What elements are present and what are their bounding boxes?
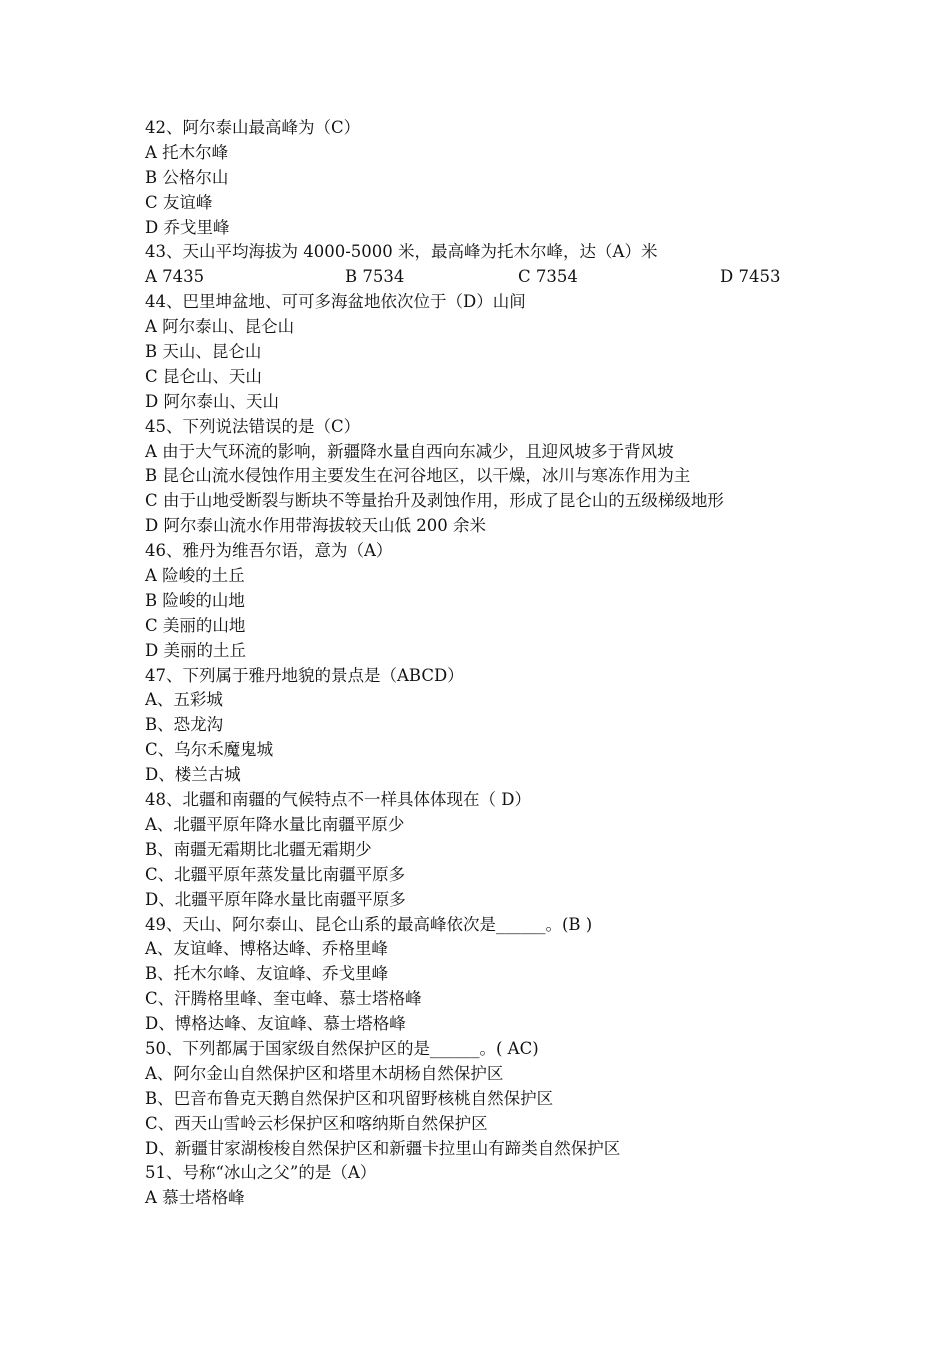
q44-option-b: B 天山、昆仑山 [145, 342, 262, 362]
q43-option-a: A 7435 [145, 267, 205, 287]
q42-option-c: C 友谊峰 [145, 192, 213, 212]
q50-option-b: B、巴音布鲁克天鹅自然保护区和巩留野核桃自然保护区 [145, 1088, 554, 1108]
q50-option-c: C、西天山雪岭云杉保护区和喀纳斯自然保护区 [145, 1113, 488, 1133]
q48-option-d: D、北疆平原年降水量比南疆平原多 [145, 889, 406, 909]
q44-question: 44、巴里坤盆地、可可多海盆地依次位于（D）山间 [145, 292, 526, 312]
q47-question: 47、下列属于雅丹地貌的景点是（ABCD） [145, 665, 464, 685]
q49-question: 49、天山、阿尔泰山、昆仑山系的最高峰依次是______。(B ) [145, 914, 593, 934]
q48-option-c: C、北疆平原年蒸发量比南疆平原多 [145, 864, 406, 884]
document-page [145, 116, 905, 1211]
q44-option-c: C 昆仑山、天山 [145, 366, 262, 386]
q42-option-b: B 公格尔山 [145, 167, 229, 187]
q45-question: 45、下列说法错误的是（C） [145, 416, 361, 436]
q50-option-a: A、阿尔金山自然保护区和塔里木胡杨自然保护区 [145, 1063, 504, 1083]
q46-option-b: B 险峻的山地 [145, 590, 245, 610]
q43-option-c: C 7354 [518, 267, 578, 287]
q43-options-row [145, 265, 905, 290]
q49-option-c: C、汗腾格里峰、奎屯峰、慕士塔格峰 [145, 989, 422, 1009]
q49-option-d: D、博格达峰、友谊峰、慕士塔格峰 [145, 1014, 406, 1034]
q43-option-d: D 7453 [720, 267, 781, 287]
q49-option-b: B、托木尔峰、友谊峰、乔戈里峰 [145, 964, 389, 984]
q50-option-d: D、新疆甘家湖梭梭自然保护区和新疆卡拉里山有蹄类自然保护区 [145, 1138, 621, 1158]
q43-question: 43、天山平均海拔为 4000-5000 米，最高峰为托木尔峰，达（A）米 [145, 242, 658, 262]
q44-option-a: A 阿尔泰山、昆仑山 [145, 317, 295, 337]
q46-option-d: D 美丽的土丘 [145, 640, 246, 660]
q46-option-a: A 险峻的土丘 [145, 566, 245, 586]
q45-option-a: A 由于大气环流的影响，新疆降水量自西向东减少，且迎风坡多于背风坡 [145, 441, 674, 461]
q44-option-d: D 阿尔泰山、天山 [145, 391, 279, 411]
q51-option-a: A 慕士塔格峰 [145, 1188, 245, 1208]
q43-option-b: B 7534 [345, 267, 405, 287]
q48-option-a: A、北疆平原年降水量比南疆平原少 [145, 814, 405, 834]
q46-option-c: C 美丽的山地 [145, 615, 246, 635]
q49-option-a: A、友谊峰、博格达峰、乔格里峰 [145, 939, 388, 959]
q50-question: 50、下列都属于国家级自然保护区的是______。( AC) [145, 1038, 539, 1058]
q45-option-c: C 由于山地受断裂与断块不等量抬升及剥蚀作用，形成了昆仑山的五级梯级地形 [145, 491, 724, 511]
q47-option-a: A、五彩城 [145, 690, 223, 710]
q42-question: 42、阿尔泰山最高峰为（C） [145, 118, 361, 137]
q45-option-b: B 昆仑山流水侵蚀作用主要发生在河谷地区，以干燥，冰川与寒冻作用为主 [145, 466, 691, 486]
q47-option-b: B、恐龙沟 [145, 715, 224, 735]
q47-option-c: C、乌尔禾魔鬼城 [145, 740, 274, 760]
q51-question: 51、号称“冰山之父”的是（A） [145, 1163, 377, 1183]
q42-option-d: D 乔戈里峰 [145, 217, 230, 237]
q45-option-d: D 阿尔泰山流水作用带海拔较天山低 200 余米 [145, 516, 486, 536]
q42-option-a: A 托木尔峰 [145, 142, 229, 162]
q47-option-d: D、楼兰古城 [145, 765, 241, 785]
q46-question: 46、雅丹为维吾尔语，意为（A） [145, 541, 393, 561]
q48-option-b: B、南疆无霜期比北疆无霜期少 [145, 839, 372, 859]
q48-question: 48、北疆和南疆的气候特点不一样具体体现在（ D） [145, 790, 531, 810]
